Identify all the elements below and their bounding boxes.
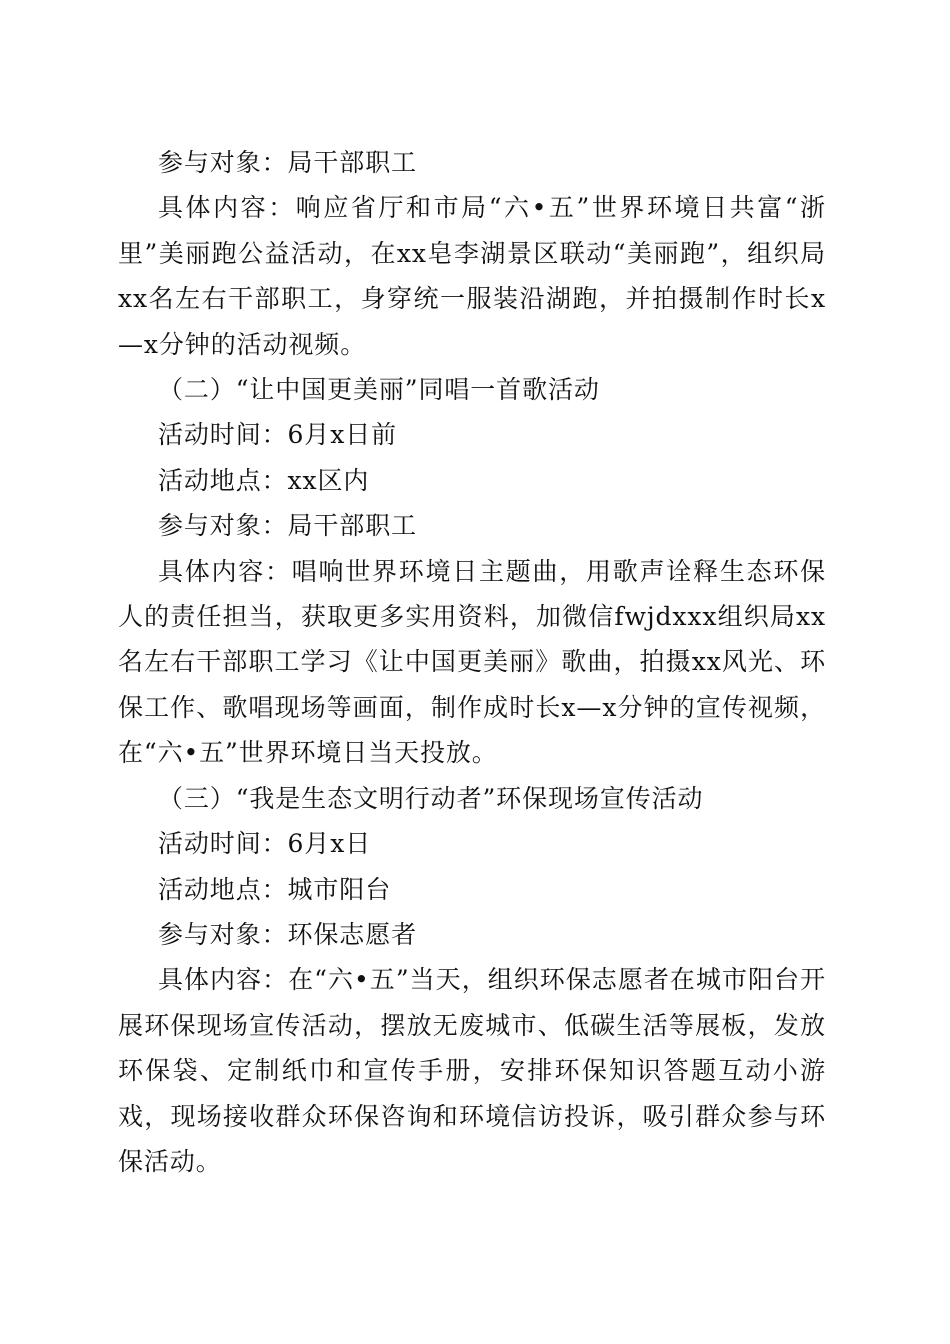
location-field-2: 活动地点：xx区内 xyxy=(158,465,370,495)
time-field-3: 活动时间：6月x日 xyxy=(158,829,372,859)
participants-field-1: 参与对象：局干部职工 xyxy=(158,148,418,177)
participants-field-3: 参与对象：环保志愿者 xyxy=(158,919,418,949)
time-field-2: 活动时间：6月x日前 xyxy=(158,420,398,450)
document-page xyxy=(118,140,826,1184)
location-field-3: 活动地点：城市阳台 xyxy=(158,874,392,904)
content-paragraph-3: 具体内容：在“六•五”当天，组织环保志愿者在城市阳台开展环保现场宣传活动，摆放无废城市、低碳生活等展板，发放环保袋、定制纸巾和宣传手册，安排环保知识答题互动小游戏，现场接收群众环保咨询和环境信访投诉，吸引群众参与环保活动。 xyxy=(118,965,826,1176)
participants-field-2: 参与对象：局干部职工 xyxy=(158,511,418,541)
section-heading-3: （三）“我是生态文明行动者”环保现场宣传活动 xyxy=(158,783,704,813)
content-paragraph-2: 具体内容：唱响世界环境日主题曲，用歌声诠释生态环保人的责任担当，获取更多实用资料，加微信fwjdxxx组织局xx名左右干部职工学习《让中国更美丽》歌曲，拍摄xx风光、环保工作、歌唱现场等画面，制作成时长x—x分钟的宣传视频，在“六•五”世界环境日当天投放。 xyxy=(118,556,826,768)
section-heading-2: （二）“让中国更美丽”同唱一首歌活动 xyxy=(158,375,600,405)
content-paragraph-1: 具体内容：响应省厅和市局“六•五”世界环境日共富“浙里”美丽跑公益活动，在xx皂李湖景区联动“美丽跑”，组织局xx名左右干部职工，身穿统一服装沿湖跑，并拍摄制作时长x—x分钟的活动视频。 xyxy=(118,193,826,359)
